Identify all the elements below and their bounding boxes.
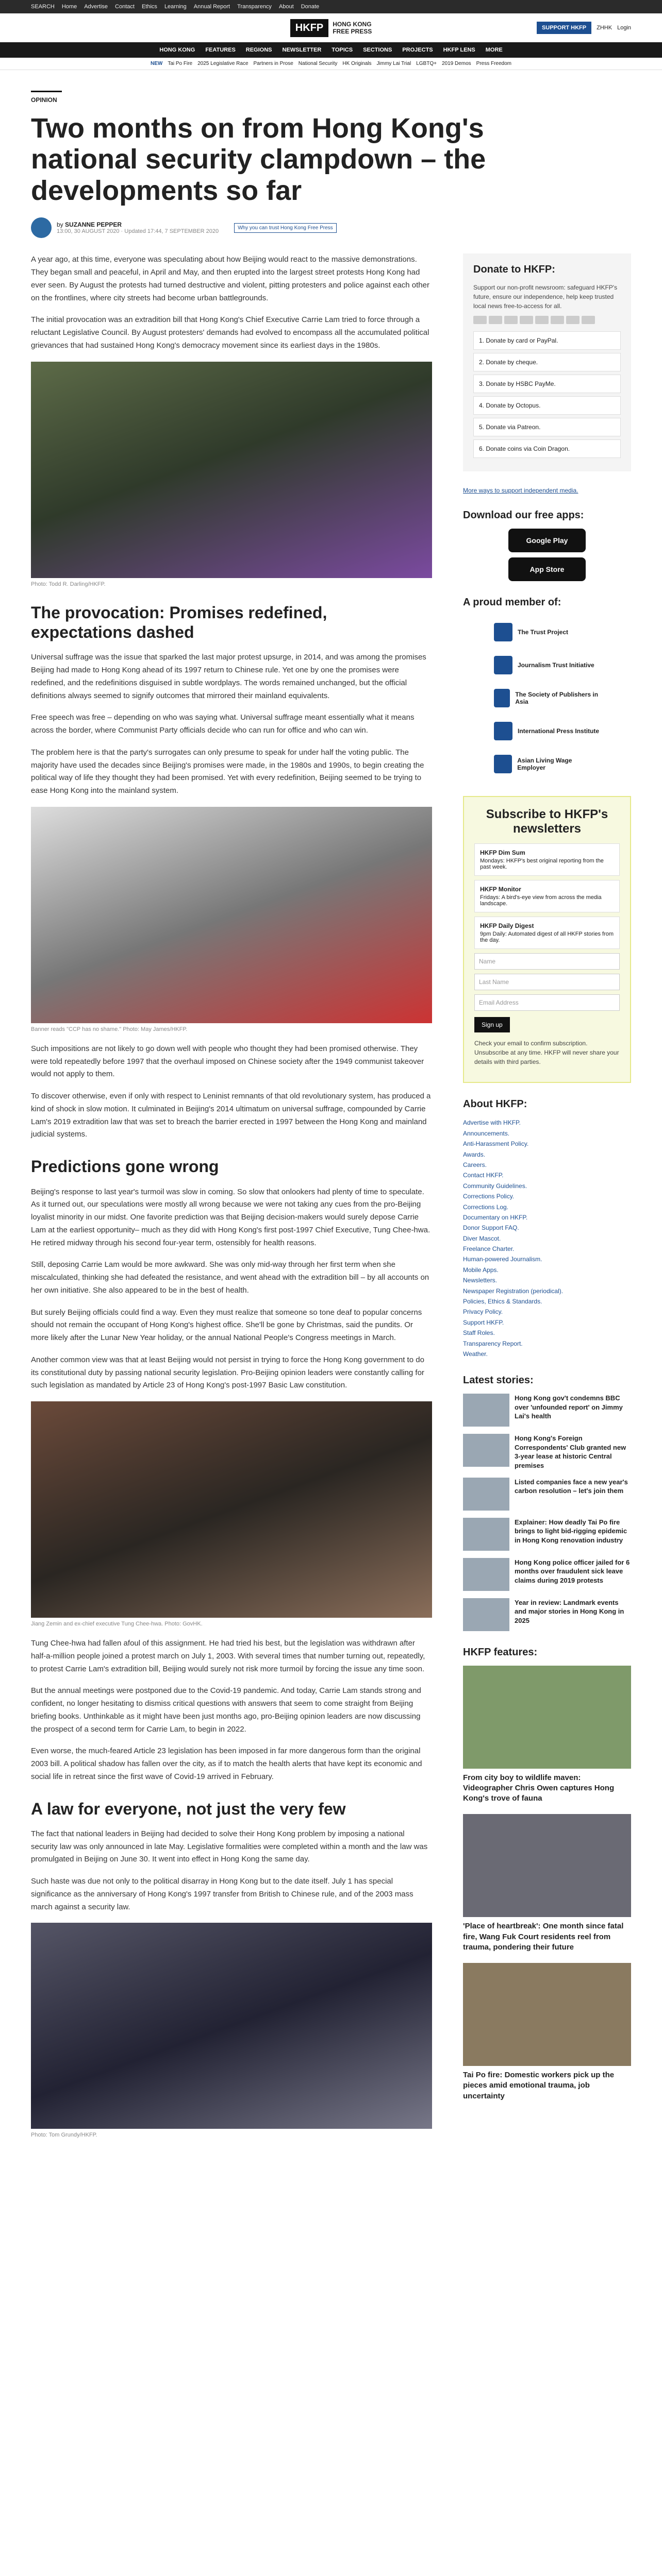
advertise-link[interactable]: Advertise [84, 4, 108, 10]
member-item[interactable] [463, 649, 631, 682]
about-link[interactable]: Awards. [463, 1150, 486, 1158]
member-item[interactable] [463, 682, 631, 715]
nav-topics[interactable]: TOPICS [332, 47, 353, 53]
about-title: About HKFP: [463, 1098, 527, 1110]
features-title: HKFP features: [463, 1646, 538, 1658]
about-link[interactable]: Community Guidelines. [463, 1182, 527, 1190]
paragraph: Beijing's response to last year's turmoil was slow in coming. So slow that onlookers had plenty of time to speculate. As it turned out, our speculations were mostly all wrong because we were not taking any cues from the pro-Beijing loyalist minority in our midst. One favorite prediction was that Beijing decision-makers would surely depose Carrie Lam at the earliest opportunity– much as they did with Hong Kong's first post-1997 Chief Executive, Tung Chee-hwa. He retired midway through his second four-year term, ostensibly for health reasons. [31, 1187, 431, 1247]
masthead [0, 13, 662, 42]
paragraph: Universal suffrage was the issue that sparked the last major protest upsurge, in 2014, and was among the promises Beijing had made to Hong Kong ahead of its 1997 return to Chinese rule. Yet one by one the promises were redefined, and the redefinitions disguised in subtle wordplays. The words remained unchanged, but the official definitions always seemed to signify outcomes that mirrored their mainland equivalents. [31, 653, 426, 700]
member-name: International Press Institute [518, 727, 600, 735]
card-icon [535, 316, 549, 324]
nav-hkfp-lens[interactable]: HKFP LENS [443, 47, 475, 53]
login-link[interactable]: Login [617, 25, 631, 31]
story-thumbnail [463, 1598, 509, 1631]
newsletter-option[interactable] [474, 843, 620, 876]
donate-option[interactable]: 1. Donate by card or PayPal. [473, 331, 621, 350]
about-link[interactable]: Transparency Report. [463, 1340, 523, 1347]
about-link[interactable]: Newsletters. [463, 1277, 498, 1284]
language-toggle[interactable]: ZHHK [597, 25, 613, 31]
section-label[interactable]: OPINION [31, 91, 62, 104]
card-icon [504, 316, 518, 324]
about-link[interactable]: Contact HKFP. [463, 1172, 504, 1179]
paragraph: To discover otherwise, even if only with respect to Leninist remnants of that old revolutionary system, has produced a kind of shock in slow motion. It culminated in Beijing's 2014 ultimatum on universal suffrage, compounded by Carrie Lam's 2019 extradition law that was set to breach the barrier erected in 1997 between the Hong Kong and mainland judicial systems. [31, 1092, 431, 1139]
about-link[interactable]: Freelance Charter. [463, 1245, 515, 1253]
trending-item[interactable]: National Security [298, 61, 338, 66]
feature-title[interactable]: 'Place of heartbreak': One month since fatal fire, Wang Fuk Court residents reel from trauma, pondering their future [463, 1922, 624, 1952]
article-dates: 13:00, 30 AUGUST 2020 · Updated 17:44, 7 SEPTEMBER 2020 [57, 228, 219, 235]
author-name-text[interactable]: SUZANNE PEPPER [65, 221, 122, 229]
paragraph: A year ago, at this time, everyone was speculating about how Beijing would react to the massive demonstrations. They began small and peaceful, in April and May, and then erupted into the largest street protests Hong Kong had ever seen. By August the protests had turned destructive and violent, pitting protesters and police against each other on the frontlines, where city streets had become urban battlegrounds. [31, 255, 429, 302]
story-title[interactable]: Year in review: Landmark events and major stories in Hong Kong in 2025 [515, 1598, 624, 1624]
trending-item[interactable]: HK Originals [342, 61, 372, 66]
latest-story[interactable] [463, 1518, 631, 1551]
learning-link[interactable]: Learning [164, 4, 187, 10]
card-icon [473, 316, 487, 324]
masthead-actions [537, 22, 631, 34]
paragraph: Such impositions are not likely to go down well with people who thought they had been promised otherwise. They were told repeatedly before 1997 that the overhaul imposed on Chinese society after the 1949 communist takeover would not apply to them. [31, 1044, 424, 1079]
section-heading: The provocation: Promises redefined, expectations dashed [31, 603, 327, 642]
about-list [463, 1117, 631, 1359]
article-image [31, 1401, 432, 1618]
author-name[interactable] [57, 221, 219, 228]
hkfp-logo[interactable]: HKFP [290, 19, 328, 37]
author-prefix: by [57, 221, 63, 229]
donate-option[interactable]: 2. Donate by cheque. [473, 353, 621, 371]
donate-link[interactable]: Donate [301, 4, 320, 10]
card-icon [551, 316, 564, 324]
apps-title: Download our free apps: [463, 510, 584, 521]
nav-newsletter[interactable]: NEWSLETTER [282, 47, 322, 53]
about-link[interactable]: Support HKFP. [463, 1318, 504, 1326]
member-logo [494, 755, 512, 773]
about-link[interactable]: Policies, Ethics & Standards. [463, 1298, 542, 1306]
brand-name [333, 21, 372, 36]
about-link[interactable]: Weather. [463, 1350, 488, 1358]
nav-sections[interactable]: SECTIONS [363, 47, 392, 53]
latest-story[interactable] [463, 1394, 631, 1427]
member-logo [494, 656, 512, 674]
brand-name-line1: HONG KONG [333, 20, 372, 28]
trending-item[interactable]: 2025 Legislative Race [197, 61, 249, 66]
app-store-button[interactable]: App Store [508, 557, 586, 581]
image-caption: Banner reads "CCP has no shame." Photo: May James/HKFP. [31, 1026, 188, 1032]
signup-button[interactable]: Sign up [474, 1017, 510, 1032]
newsletter-desc: 9pm Daily: Automated digest of all HKFP stories from the day. [480, 931, 614, 944]
paragraph: Tung Chee-hwa had fallen afoul of this assignment. He had tried his best, but the legislation was withdrawn after half-a-million people joined a protest march on July 1, 2003. With several times that number turning out, repeatedly, to protest Carrie Lam's extradition bill, Beijing would surely not risk more turmoil by forcing the issue any time soon. [31, 1639, 425, 1673]
story-thumbnail [463, 1434, 509, 1467]
top-utility-bar [0, 0, 662, 13]
latest-story[interactable] [463, 1558, 631, 1591]
about-link[interactable]: Announcements. [463, 1129, 510, 1137]
newsletter-desc: Fridays: A bird's-eye view from across the media landscape. [480, 894, 602, 907]
donate-option[interactable]: 6. Donate coins via Coin Dragon. [473, 439, 621, 458]
member-name: The Trust Project [518, 629, 569, 636]
story-title[interactable]: Explainer: How deadly Tai Po fire brings to light bid-rigging epidemic in Hong Kong renovation industry [515, 1518, 627, 1544]
article-image [31, 807, 432, 1023]
feature-image[interactable] [463, 1814, 631, 1917]
about-link[interactable]: Privacy Policy. [463, 1308, 503, 1316]
article-image [31, 362, 432, 578]
main-nav [0, 42, 662, 58]
nav-hong-kong[interactable]: HONG KONG [159, 47, 195, 53]
story-title[interactable]: Hong Kong police officer jailed for 6 months over fraudulent sick leave claims during 2019 protests [515, 1558, 630, 1584]
trending-item[interactable]: Tai Po Fire [168, 61, 193, 66]
trending-item[interactable]: Partners in Prose [253, 61, 293, 66]
about-link[interactable]: Mobile Apps. [463, 1266, 499, 1274]
nav-more[interactable]: MORE [485, 47, 503, 53]
paragraph: Such haste was due not only to the political disarray in Hong Kong but to the date itself. July 1 has special significance as the anniversary of Hong Kong's 1997 transfer from British to Chinese rule, and of the 2003 mass march against a security law. [31, 1877, 413, 1911]
section-heading: Predictions gone wrong [31, 1157, 219, 1176]
payment-icons [473, 316, 621, 324]
contact-link[interactable]: Contact [115, 4, 135, 10]
newsletter-title: Subscribe to HKFP's newsletters [486, 807, 608, 836]
donate-text: Support our non-profit newsroom: safeguard HKFP's future, ensure our independence, help keep trusted local news free-to-access for all. [473, 284, 618, 310]
email-field[interactable]: Email Address [474, 994, 620, 1011]
newsletter-name: HKFP Daily Digest [480, 922, 534, 930]
trending-item[interactable]: Press Freedom [476, 61, 512, 66]
trending-new-label: NEW [150, 61, 163, 66]
paragraph: Another common view was that at least Beijing would not persist in trying to force the Hong Kong government to do its constitutional duty by passing national security legislation. Pro-Beijing opinion leaders were constantly calling for such legislation as mandated by Article 23 of Hong Kong's post-1997 Basic Law constitution. [31, 1355, 424, 1390]
about-link[interactable]: Corrections Log. [463, 1203, 509, 1211]
newsletter-name: HKFP Dim Sum [480, 849, 525, 857]
card-icon [520, 316, 533, 324]
story-thumbnail [463, 1394, 509, 1427]
member-name: The Society of Publishers in Asia [515, 691, 599, 706]
article-body [31, 253, 432, 2148]
story-thumbnail [463, 1518, 509, 1551]
home-link[interactable]: Home [61, 4, 77, 10]
donate-option[interactable]: 4. Donate by Octopus. [473, 396, 621, 415]
member-logo [494, 722, 512, 740]
latest-title: Latest stories: [463, 1375, 534, 1386]
paragraph: But the annual meetings were postponed due to the Covid-19 pandemic. And today, Carrie Lam stands strong and confident, no longer hesitating to dismiss critical questions with answers that seem to come straight from Beijing briefing books. Unthinkable as it might have been just months ago, pro-Beijing opinion leaders are now discussing the prospect of a second term for Carrie Lam, to begin in 2022. [31, 1686, 421, 1734]
search-link[interactable]: SEARCH [31, 4, 55, 10]
donate-option[interactable]: 5. Donate via Patreon. [473, 418, 621, 436]
trending-bar [0, 58, 662, 70]
newsletter-option[interactable] [474, 917, 620, 949]
image-caption: Jiang Zemin and ex-chief executive Tung Chee-hwa. Photo: GovHK. [31, 1621, 203, 1628]
more-ways-link[interactable]: More ways to support independent media. [463, 487, 578, 495]
about-link[interactable]: Documentary on HKFP. [463, 1213, 528, 1221]
about-link[interactable]: Corrections Policy. [463, 1193, 515, 1200]
newsletter-option[interactable] [474, 880, 620, 912]
paragraph: Free speech was free – depending on who was saying what. Universal suffrage meant essentially what it means across the border, where Communist Party officials decide who can run for office and who can win. [31, 713, 415, 735]
member-name: Asian Living Wage Employer [517, 757, 572, 772]
nav-features[interactable]: FEATURES [205, 47, 236, 53]
card-icon [566, 316, 580, 324]
story-title[interactable]: Listed companies face a new year's carbon resolution – let's join them [515, 1478, 628, 1495]
trending-item[interactable]: 2019 Demos [441, 61, 471, 66]
story-title[interactable]: Hong Kong's Foreign Correspondents' Club granted new 3-year lease at historic Central premises [515, 1434, 626, 1470]
paragraph: The problem here is that the party's surrogates can only presume to speak for under half the voting public. The majority have used the decades since Beijing's promises were made, in the 1980s and 1990s, to begin creating the political way of life they thought they had been promised. Yet with every redefinition, Beijing seemed to be trying to ease Hong Kong into the mainland system. [31, 748, 424, 795]
member-logo [494, 689, 510, 707]
nav-regions[interactable]: REGIONS [245, 47, 272, 53]
newsletter-box [463, 796, 631, 1083]
support-button[interactable]: SUPPORT HKFP [537, 22, 591, 34]
paragraph: But surely Beijing officials could find a way. Even they must realize that someone so tone deaf to popular concerns should not remain the occupant of Hong Kong's highest office. She'll be gone by Christmas, said the pundits. Or more likely after the Lunar New Year holiday, or the annual National People's Congress meetings in March. [31, 1308, 422, 1343]
about-link[interactable]: Staff Roles. [463, 1329, 495, 1337]
member-item[interactable] [463, 616, 631, 649]
section-heading: A law for everyone, not just the very few [31, 1799, 346, 1818]
donate-title: Donate to HKFP: [473, 264, 555, 276]
newsletter-name: HKFP Monitor [480, 886, 521, 893]
trending-item[interactable]: Jimmy Lai Trial [376, 61, 411, 66]
member-item[interactable] [463, 715, 631, 748]
feature-title[interactable]: Tai Po fire: Domestic workers pick up the pieces amid emotional trauma, job uncertainty [463, 2071, 615, 2100]
story-thumbnail [463, 1478, 509, 1511]
newsletter-note: Check your email to confirm subscription. Unsubscribe at any time. HKFP will never share your details with third parties. [474, 1040, 619, 1066]
trust-link[interactable]: Why you can trust Hong Kong Free Press [234, 223, 337, 233]
newsletter-desc: Mondays: HKFP's best original reporting from the past week. [480, 858, 604, 871]
paragraph: The initial provocation was an extradition bill that Hong Kong's Chief Executive Carrie Lam tried to force through a reluctant Legislative Council. By August protesters' demands had evolved to encompass all the accumulated political grievances that had sustained Hong Kong's democracy movement since its earliest days in the 1980s. [31, 315, 429, 350]
donate-box [463, 253, 631, 471]
story-title[interactable]: Hong Kong gov't condemns BBC over 'unfounded report' on Jimmy Lai's health [515, 1394, 623, 1420]
google-play-button[interactable]: Google Play [508, 529, 586, 552]
image-caption: Photo: Todd R. Darling/HKFP. [31, 581, 106, 587]
image-caption: Photo: Tom Grundy/HKFP. [31, 2132, 97, 2139]
member-title: A proud member of: [463, 597, 561, 608]
member-name: Journalism Trust Initiative [518, 662, 594, 669]
card-icon [582, 316, 595, 324]
annual-report-link[interactable]: Annual Report [193, 4, 230, 10]
feature-image[interactable] [463, 1666, 631, 1769]
about-link[interactable]: Donor Support FAQ. [463, 1224, 519, 1232]
about-link[interactable]: Human-powered Journalism. [463, 1256, 542, 1263]
about-link[interactable]: Diver Mascot. [463, 1234, 501, 1242]
about-link[interactable]: About [278, 4, 294, 10]
article-title: Two months on from Hong Kong's national security clampdown – the developments so far [31, 113, 486, 206]
paragraph: Even worse, the much-feared Article 23 legislation has been imposed in far more dangerous form than the original 2003 bill. A political shadow has fallen over the city, as if to match the health alerts that have kept its economic and social life in retreat since the first wave of Covid-19 arrived in February. [31, 1747, 422, 1781]
brand-name-line2: FREE PRESS [333, 28, 372, 35]
about-link[interactable]: Advertise with HKFP. [463, 1119, 521, 1127]
member-item[interactable] [463, 748, 631, 781]
sidebar [463, 253, 631, 2148]
latest-story[interactable] [463, 1434, 631, 1470]
paragraph: The fact that national leaders in Beijing had decided to solve their Hong Kong problem by imposing a national security law was only announced in late May. Legislative formalities were completed within a month and the law was promulgated in Beijing on June 30. It went into effect in Hong Kong the same day. [31, 1829, 428, 1864]
paragraph: Still, deposing Carrie Lam would be more awkward. She was only mid-way through her first term when she miscalculated, thinking she had defeated the resistance, and went ahead with the extradition bill – by all accounts on her own initiative. She also appeared to be in the best of health. [31, 1260, 429, 1295]
feature-image[interactable] [463, 1963, 631, 2066]
transparency-link[interactable]: Transparency [237, 4, 272, 10]
article-image [31, 1923, 432, 2129]
trending-item[interactable]: LGBTQ+ [416, 61, 437, 66]
donate-option[interactable]: 3. Donate by HSBC PayMe. [473, 375, 621, 393]
feature-title[interactable]: From city boy to wildlife maven: Videographer Chris Owen captures Hong Kong's trove of fauna [463, 1773, 615, 1803]
name-field[interactable]: Name [474, 953, 620, 970]
about-link[interactable]: Careers. [463, 1161, 487, 1168]
last-name-field[interactable]: Last Name [474, 974, 620, 990]
card-icon [489, 316, 502, 324]
story-thumbnail [463, 1558, 509, 1591]
member-logo [494, 623, 512, 641]
about-link[interactable]: Newspaper Registration (periodical). [463, 1287, 564, 1295]
about-link[interactable]: Anti-Harassment Policy. [463, 1140, 529, 1148]
nav-projects[interactable]: PROJECTS [402, 47, 433, 53]
latest-story[interactable] [463, 1598, 631, 1631]
byline [31, 217, 631, 238]
author-avatar [31, 217, 52, 238]
ethics-link[interactable]: Ethics [141, 4, 157, 10]
latest-story[interactable] [463, 1478, 631, 1511]
